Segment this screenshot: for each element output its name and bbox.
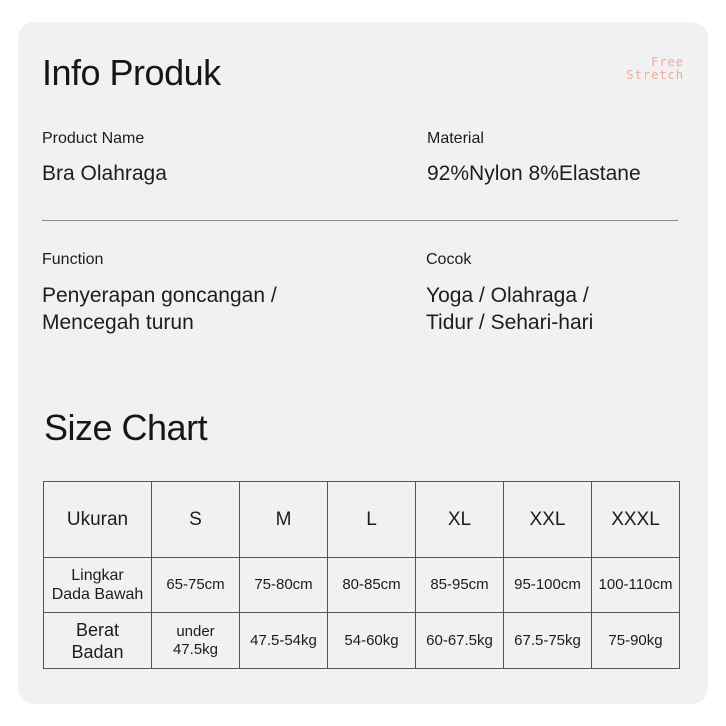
function-value <box>42 282 277 336</box>
row-label-line-1: Lingkar <box>71 567 124 584</box>
product-name-label: Product Name <box>42 130 145 147</box>
function-label: Function <box>42 251 104 268</box>
cocok-value-line-2: Tidur / Sehari-hari <box>426 311 594 334</box>
table-row <box>44 613 680 669</box>
cocok-value-line-1: Yoga / Olahraga / <box>426 284 589 307</box>
function-value-line-1: Penyerapan goncangan / <box>42 284 277 307</box>
section-divider <box>42 220 678 221</box>
cocok-label: Cocok <box>426 251 472 268</box>
header-size-xxxl: XXXL <box>592 482 680 558</box>
brand-line-2: Stretch <box>626 68 684 82</box>
table-cell: 100-110cm <box>592 558 680 613</box>
cell-line-1: under <box>176 622 215 640</box>
header-size-xxl: XXL <box>504 482 592 558</box>
header-size-l: L <box>328 482 416 558</box>
header-size-xl: XL <box>416 482 504 558</box>
table-cell: 85-95cm <box>416 558 504 613</box>
cell-line-2: 47.5kg <box>172 640 219 658</box>
table-cell: 67.5-75kg <box>504 613 592 669</box>
table-header-row <box>44 482 680 558</box>
header-size-m: M <box>240 482 328 558</box>
table-row <box>44 558 680 613</box>
row-label-line-2: Badan <box>71 641 124 662</box>
table-cell: 80-85cm <box>328 558 416 613</box>
table-cell <box>152 613 240 669</box>
row-label-line-2: Dada Bawah <box>51 586 144 603</box>
row-label-line-1: Berat <box>75 619 120 640</box>
product-name-value: Bra Olahraga <box>42 162 167 185</box>
row-label-berat-badan <box>44 613 152 669</box>
function-value-line-2: Mencegah turun <box>42 311 194 334</box>
table-cell: 47.5-54kg <box>240 613 328 669</box>
header-ukuran: Ukuran <box>44 482 152 558</box>
table-cell: 60-67.5kg <box>416 613 504 669</box>
header-size-s: S <box>152 482 240 558</box>
size-chart-title: Size Chart <box>44 407 208 448</box>
brand-logo <box>626 56 684 82</box>
material-label: Material <box>427 130 484 147</box>
product-info-card <box>18 22 708 704</box>
table-cell: 75-90kg <box>592 613 680 669</box>
table-cell: 54-60kg <box>328 613 416 669</box>
info-title: Info Produk <box>42 52 221 93</box>
table-cell: 95-100cm <box>504 558 592 613</box>
table-cell: 65-75cm <box>152 558 240 613</box>
material-value: 92%Nylon 8%Elastane <box>427 162 641 185</box>
brand-line-1: Free <box>651 55 684 69</box>
cocok-value <box>426 282 593 336</box>
row-label-lingkar-dada-bawah <box>44 558 152 613</box>
size-chart-table <box>43 481 680 669</box>
table-cell: 75-80cm <box>240 558 328 613</box>
